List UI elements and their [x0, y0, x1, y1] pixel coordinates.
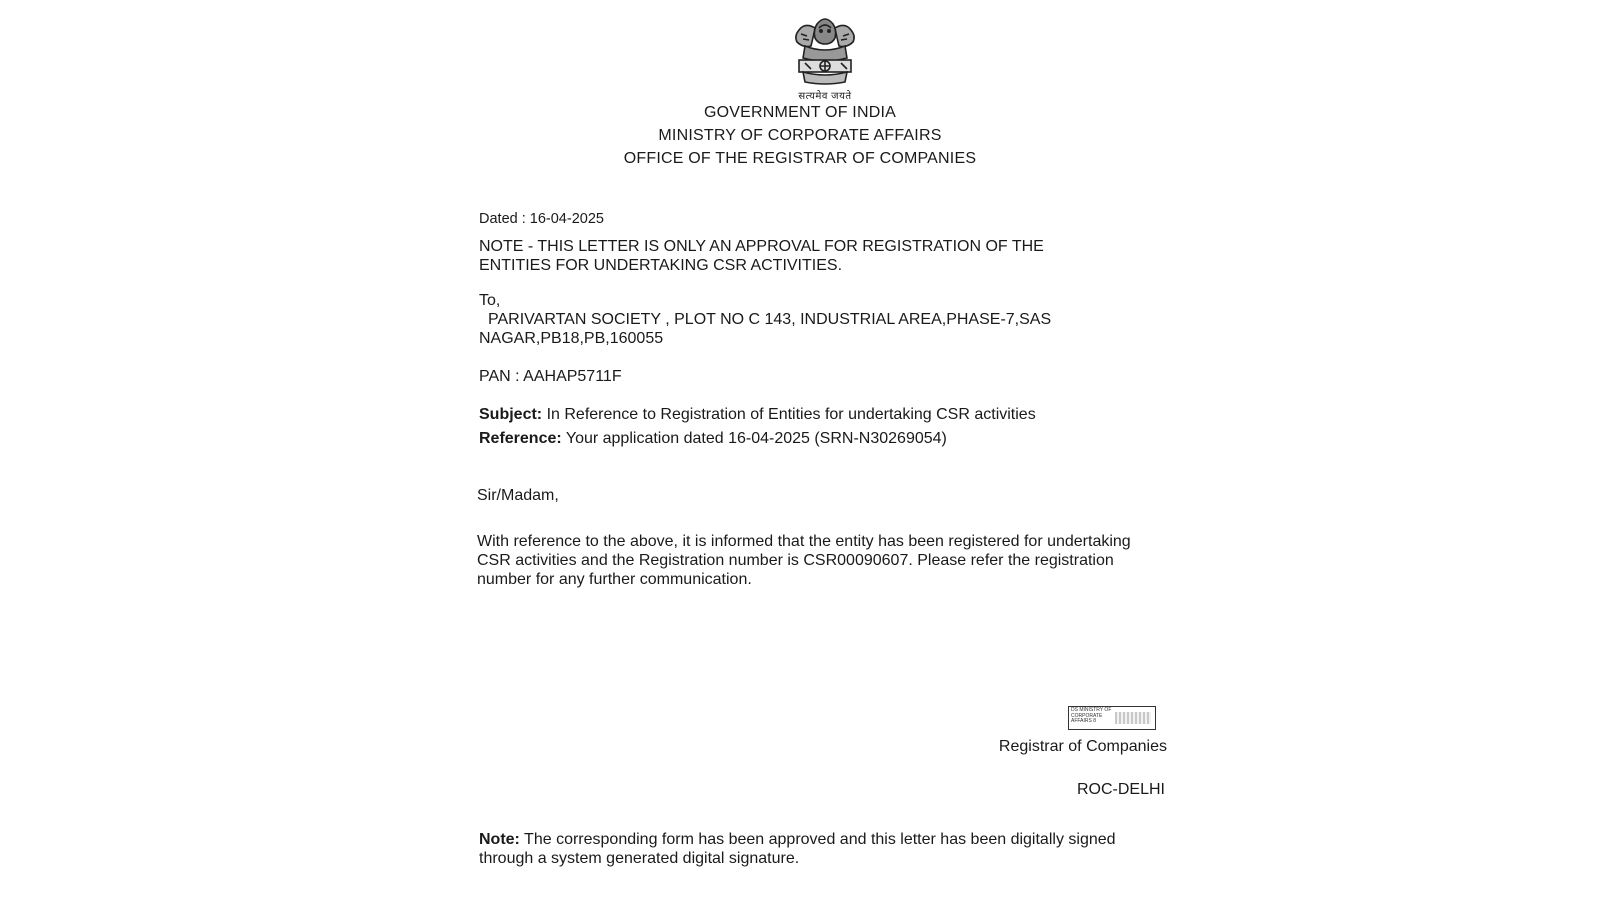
letter-date: Dated : 16-04-2025	[479, 211, 604, 227]
footer-note-label: Note:	[479, 831, 520, 848]
approval-note-line2: ENTITIES FOR UNDERTAKING CSR ACTIVITIES.	[479, 257, 843, 274]
recipient-address-line2: NAGAR,PB18,PB,160055	[479, 330, 664, 347]
recipient-to: To,	[479, 292, 501, 309]
header-government: GOVERNMENT OF INDIA	[704, 104, 896, 121]
reference-text: Your application dated 16-04-2025 (SRN-N30269054)	[565, 430, 947, 447]
body-line1: With reference to the above, it is informed that the entity has been registered for undertaking	[477, 533, 1131, 550]
emblem-motto: सत्यमेव जयते	[798, 91, 852, 102]
body-line3: number for any further communication.	[477, 571, 752, 588]
salutation: Sir/Madam,	[477, 487, 559, 504]
footer-note-line1	[479, 831, 1116, 849]
reference-label: Reference:	[479, 430, 562, 447]
footer-note-text: The corresponding form has been approved and this letter has been digitally signed	[524, 831, 1116, 848]
subject-line	[479, 406, 1036, 424]
pan-number: PAN : AAHAP5711F	[479, 368, 622, 385]
header-office: OFFICE OF THE REGISTRAR OF COMPANIES	[623, 150, 977, 167]
body-line2: CSR activities and the Registration number is CSR00090607. Please refer the registration	[477, 552, 1114, 569]
signatory-title: Registrar of Companies	[998, 738, 1167, 755]
signature-stamp-text: DS MINISTRY OF CORPORATE AFFAIRS 8	[1071, 707, 1112, 724]
header-ministry: MINISTRY OF CORPORATE AFFAIRS	[658, 127, 942, 144]
reference-line	[479, 430, 947, 448]
digital-signature-stamp	[1068, 706, 1156, 730]
recipient-address-line1: PARIVARTAN SOCIETY , PLOT NO C 143, INDUSTRIAL AREA,PHASE-7,SAS	[488, 311, 1052, 328]
signatory-office: ROC-DELHI	[1076, 781, 1165, 798]
subject-text: In Reference to Registration of Entities for undertaking CSR activities	[546, 406, 1036, 423]
approval-note-line1: NOTE - THIS LETTER IS ONLY AN APPROVAL FOR REGISTRATION OF THE	[479, 238, 1044, 255]
subject-label: Subject:	[479, 406, 543, 423]
signature-mark	[1115, 712, 1151, 724]
footer-note-line2: through a system generated digital signature.	[479, 850, 800, 867]
